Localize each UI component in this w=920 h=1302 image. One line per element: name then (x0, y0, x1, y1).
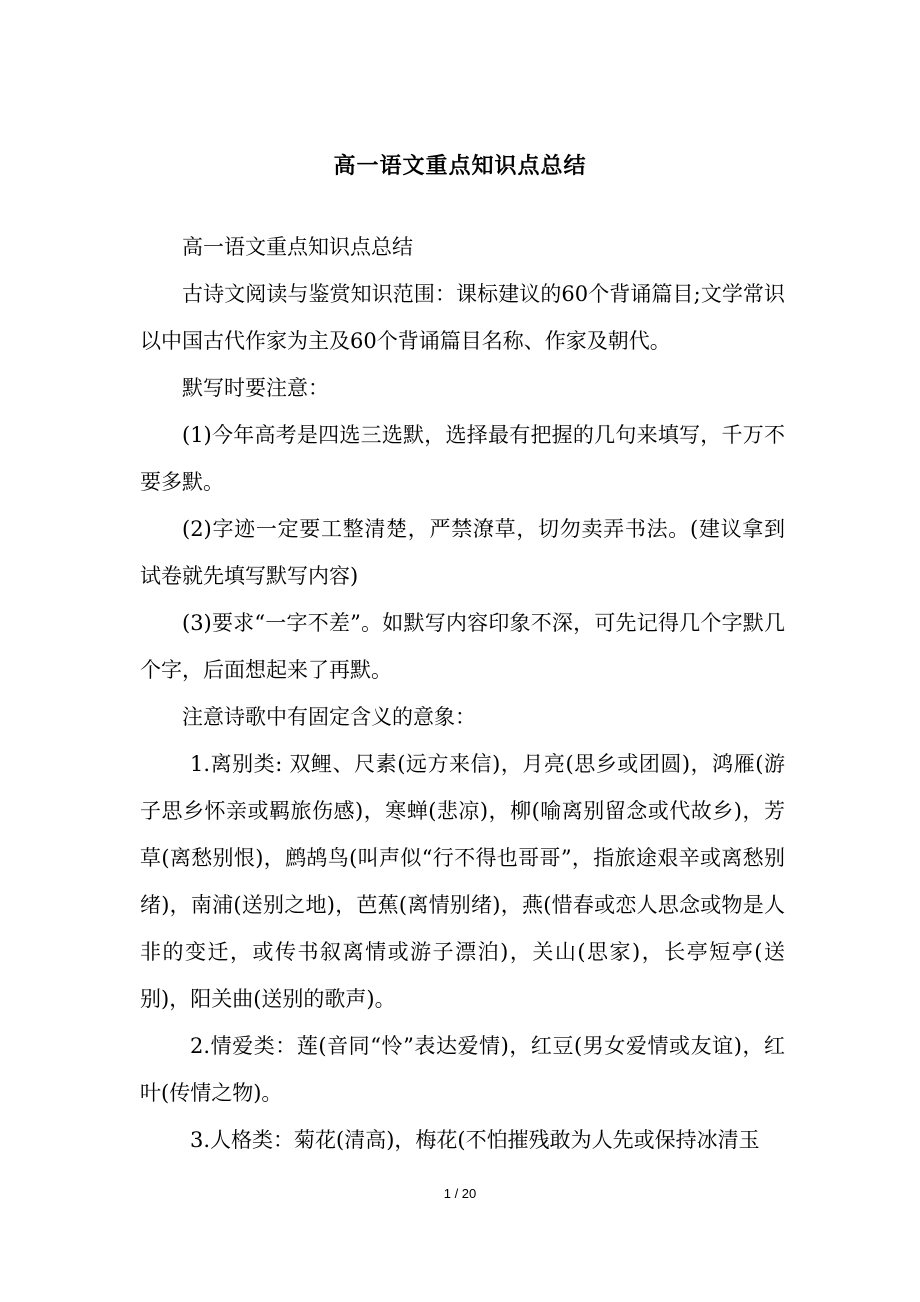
document-title: 高一语文重点知识点总结 (333, 154, 587, 179)
paragraph-category-love: 2.情爱类：莲(音同“怜”表达爱情)，红豆(男女爱情或友谊)，红叶(传情之物)。 (140, 1034, 785, 1105)
paragraph-category-character: 3.人格类：菊花(清高)，梅花(不怕摧残敢为人先或保持冰清玉 (190, 1128, 760, 1152)
paragraph-tip-1: (1)今年高考是四选三选默，选择最有把握的几句来填写，千万不要多默。 (140, 423, 785, 494)
paragraph-tip-3: (3)要求“一字不差”。如默写内容印象不深，可先记得几个字默几个字，后面想起来了再默。 (140, 611, 785, 682)
page-indicator: 1 / 20 (443, 1186, 477, 1201)
document-body (140, 224, 785, 1164)
paragraph-dictation-heading: 默写时要注意： (182, 376, 329, 400)
paragraph-imagery-heading: 注意诗歌中有固定含义的意象： (182, 705, 476, 729)
paragraph-subtitle: 高一语文重点知识点总结 (182, 235, 413, 259)
paragraph-tip-2: (2)字迹一定要工整清楚，严禁潦草，切勿卖弄书法。(建议拿到试卷就先填写默写内容) (140, 517, 785, 588)
paragraph-category-farewell: 1.离别类: 双鲤、尺素(远方来信)，月亮(思乡或团圆)，鸿雁(游子思乡怀亲或羁旅伤感)，寒蝉(悲凉)，柳(喻离别留念或代故乡)，芳草(离愁别恨)，鹧鸪鸟(叫声似“行不得也哥哥”，指旅途艰辛或离愁别绪)，南浦(送别之地)，芭蕉(离情别绪)，燕(惜春或恋人思念或物是人非的变迁，或传书叙离情或游子漂泊)，关山(思家)，长亭短亭(送别)，阳关曲(送别的歌声)。 (140, 752, 785, 1011)
paragraph-scope: 古诗文阅读与鉴赏知识范围：课标建议的60个背诵篇目;文学常识以中国古代作家为主及60个背诵篇目名称、作家及朝代。 (140, 282, 785, 353)
